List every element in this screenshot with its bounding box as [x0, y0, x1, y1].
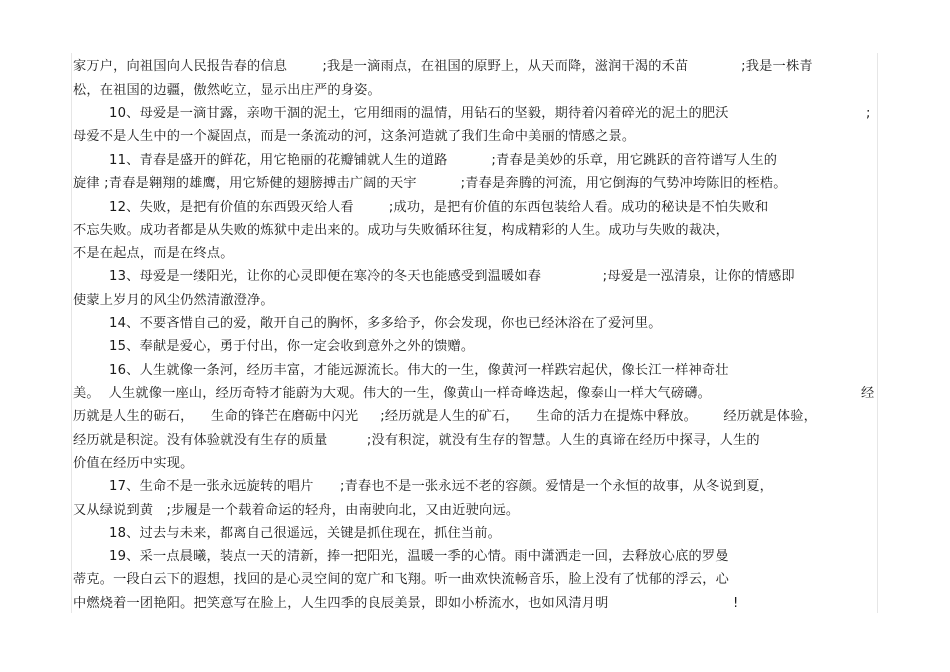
text-line: 不忘失败。成功者都是从失败的炼狱中走出来的。成功与失败循环往复，构成精彩的人生。成功与失败的裁决， — [73, 223, 729, 238]
text-line: 中燃烧着一团艳阳。把笑意写在脸上，人生四季的良辰美景，即如小桥流水，也如风清月明 — [73, 596, 609, 611]
text-line: 17、生命不是一张永远旋转的唱片 ;青春也不是一张永远不老的容颜。爱情是一个永恒的故事，从冬说到夏， — [109, 479, 773, 494]
line-end-fragment: 经 — [861, 386, 875, 401]
text-line: 蒂克。一段白云下的遐想，找回的是心灵空间的宽广和飞翔。听一曲欢快流畅音乐，脸上没有了忧郁的浮云，心 — [73, 572, 729, 587]
text-line: 历就是人生的砺石， 生命的锋芒在磨砺中闪光 ;经历就是人生的矿石， 生命的活力在提炼中释放。 经历就是体验， — [73, 409, 818, 424]
page-border-left — [71, 53, 72, 613]
text-line: 19、采一点晨曦，装点一天的清新，捧一把阳光，温暖一季的心情。雨中潇洒走一回，去释放心底的罗曼 — [109, 549, 729, 564]
text-line: 15、奉献是爱心，勇于付出，你一定会收到意外之外的馈赠。 — [109, 339, 475, 354]
text-line: 经历就是积淀。没有体验就没有生存的质量 ;没有积淀，就没有生存的智慧。人生的真谛在经历中探寻，人生的 — [73, 433, 760, 448]
final-exclamation: ! — [733, 596, 739, 611]
text-line: 18、过去与未来，都离自己很遥远，关键是抓住现在，抓住当前。 — [109, 526, 502, 541]
text-line: 16、人生就像一条河，经历丰富，才能远源流长。伟大的一生，像黄河一样跌宕起伏，像长江一样神奇壮 — [109, 363, 729, 378]
text-line: 14、不要吝惜自己的爱，敞开自己的胸怀，多多给予，你会发现，你也已经沐浴在了爱河里。 — [109, 316, 662, 331]
text-line: 13、母爱是一缕阳光，让你的心灵即便在寒冷的冬天也能感受到温暖如春 ;母爱是一泓清泉，让你的情感即 — [109, 269, 795, 284]
text-line: 又从绿说到黄 ;步履是一个载着命运的轻舟，由南驶向北，又由近驶向远。 — [73, 503, 520, 518]
text-line: 12、失败，是把有价值的东西毁灭给人看 ;成功，是把有价值的东西包装给人看。成功的秘诀是不怕失败和 — [109, 200, 769, 215]
text-line: 旋律 ;青春是翱翔的雄鹰，用它矫健的翅膀搏击广阔的天宇 ;青春是奔腾的河流，用它倒海的气势冲垮陈旧的桎梏。 — [73, 176, 787, 191]
text-line: 不是在起点，而是在终点。 — [73, 246, 234, 261]
text-line: 使蒙上岁月的风尘仍然清澈澄净。 — [73, 293, 274, 308]
text-line: 家万户，向祖国向人民报告春的信息 ;我是一滴雨点，在祖国的原野上，从天而降，滋润干渴的禾苗 ;我是一株青 — [73, 59, 813, 74]
text-line: 母爱不是人生中的一个凝固点，而是一条流动的河，这条河造就了我们生命中美丽的情感之景。 — [73, 129, 636, 144]
page-border-right — [877, 53, 878, 613]
text-line: 美。 人生就像一座山，经历奇特才能蔚为大观。伟大的一生，像黄山一样奇峰迭起，像泰山一样大气磅礴。 — [73, 386, 711, 401]
text-line: 10、母爱是一滴甘露，亲吻干涸的泥土，它用细雨的温情，用钻石的坚毅，期待着闪着碎光的泥土的肥沃 — [109, 106, 729, 121]
line-end-fragment: ; — [866, 106, 871, 121]
text-line: 松，在祖国的边疆，傲然屹立，显示出庄严的身姿。 — [73, 83, 381, 98]
text-line: 11、青春是盛开的鲜花，用它艳丽的花瓣铺就人生的道路 ;青春是美妙的乐章，用它跳跃的音符谱写人生的 — [109, 153, 778, 168]
text-line: 价值在经历中实现。 — [73, 456, 194, 471]
